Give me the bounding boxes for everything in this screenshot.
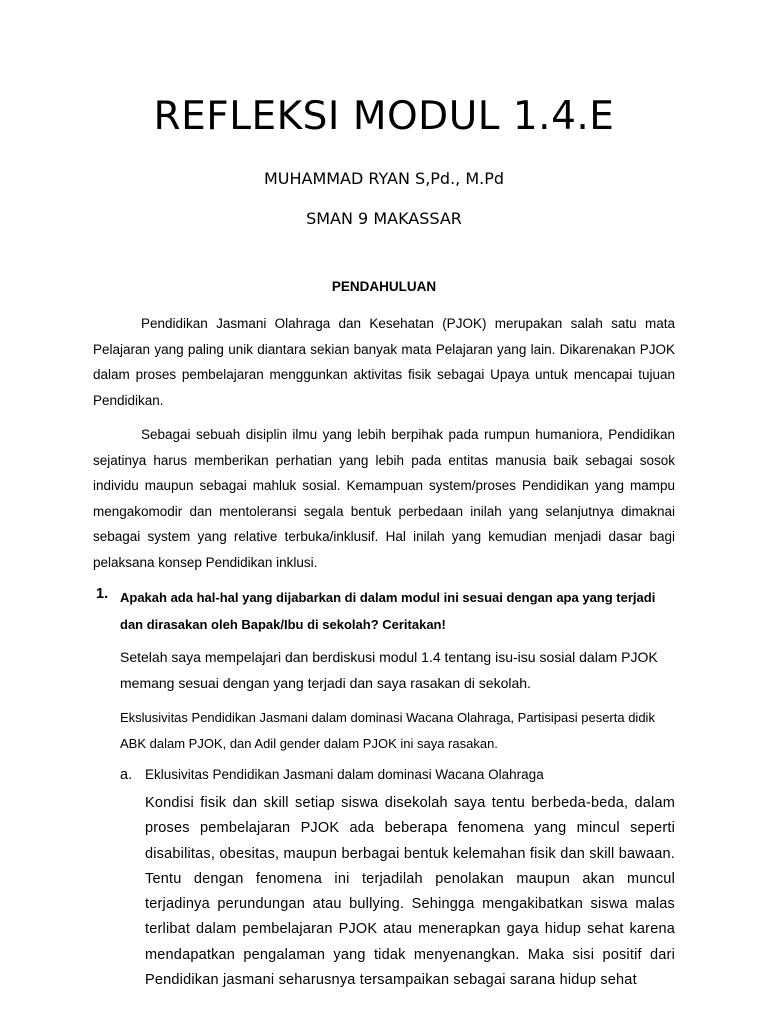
question-number: 1. bbox=[96, 586, 109, 602]
section-heading: PENDAHULUAN bbox=[331, 279, 437, 294]
author-name: MUHAMMAD RYAN S,Pd., M.Pd bbox=[263, 169, 505, 188]
school-name: SMAN 9 MAKASSAR bbox=[306, 209, 462, 228]
question-text: Apakah ada hal-hal yang dijabarkan di dalam modul ini sesuai dengan apa yang terjadi dan dirasakan oleh Bapak/Ibu di sekolah? Ceritakan! bbox=[120, 590, 656, 632]
answer-paragraph-2: Ekslusivitas Pendidikan Jasmani dalam dominasi Wacana Olahraga, Partisipasi peserta didik ABK dalam PJOK, dan Adil gender dalam PJOK ini saya rasakan. bbox=[120, 710, 655, 751]
intro-paragraph-2: Sebagai sebuah disiplin ilmu yang lebih berpihak pada rumpun humaniora, Pendidikan sejatinya harus memberikan perhatian yang lebih pada entitas manusia baik sebagai sosok individu maupun sebagai mahluk sosial. Kemampuan system/proses Pendidikan yang mampu mengakomodir dan mentoleransi segala bentuk perbedaan inilah yang selanjutnya dimaknai sebagai system yang relative terbuka/inklusif. Hal inilah yang kemudian menjadi dasar bagi pelaksana konsep Pendidikan inklusi. bbox=[93, 427, 675, 570]
list-item-title: Eklusivitas Pendidikan Jasmani dalam dominasi Wacana Olahraga bbox=[145, 767, 544, 782]
list-item-body: Kondisi fisik dan skill setiap siswa disekolah saya tentu berbeda-beda, dalam proses pembelajaran PJOK ada beberapa fenomena yang mincul seperti disabilitas, obesitas, maupun berbagai bentuk kelemahan fisik dan skill bawaan. Tentu dengan fenomena ini terjadilah penolakan maupun akan muncul terjadinya perundungan atau bullying. Sehingga mengakibatkan siswa malas terlibat dalam pembelajaran PJOK atau menerapkan gaya hidup sehat karena mendapatkan pengalaman yang tidak menyenangkan. Maka sisi positif dari Pendidikan jasmani seharusnya tersampaikan sebagai sarana hidup sehat bbox=[145, 795, 675, 989]
list-item-letter: a. bbox=[120, 767, 133, 783]
answer-paragraph-1: Setelah saya mempelajari dan berdiskusi modul 1.4 tentang isu-isu sosial dalam PJOK memang sesuai dengan yang terjadi dan saya rasakan di sekolah. bbox=[120, 649, 658, 691]
document-title: REFLEKSI MODUL 1.4.E bbox=[153, 94, 615, 139]
intro-paragraph-1: Pendidikan Jasmani Olahraga dan Kesehatan (PJOK) merupakan salah satu mata Pelajaran yang paling unik diantara sekian banyak mata Pelajaran yang lain. Dikarenakan PJOK dalam proses pembelajaran menggunkan aktivitas fisik sebagai Upaya untuk mencapai tujuan Pendidikan. bbox=[93, 316, 675, 408]
